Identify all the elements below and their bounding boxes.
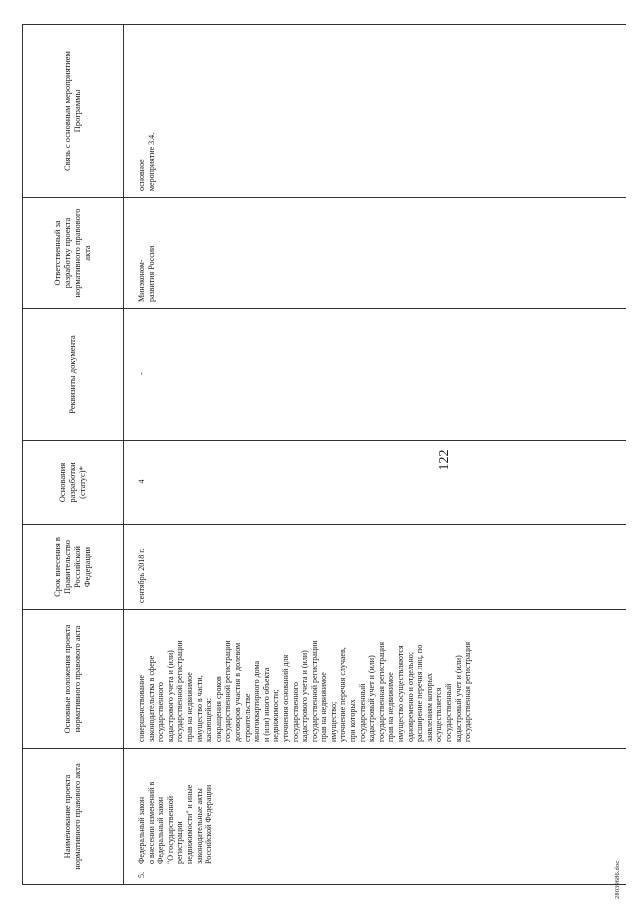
provisions-line: имущество осуществляются — [396, 645, 406, 742]
provisions-line: строительстве — [242, 693, 252, 742]
provisions-line: осуществляется — [434, 687, 444, 742]
provisions-line: кадастрового учета и (или) — [300, 650, 310, 742]
column-header: Ответственный за разработку проекта нормативного правового акта — [23, 198, 124, 309]
cell-responsible — [124, 198, 627, 309]
act-name-line: о внесении изменений в — [146, 781, 156, 864]
provisions-line: государственный — [444, 683, 453, 742]
act-name-line: "О государственной — [165, 795, 175, 864]
provisions-line: совершенствование — [137, 675, 146, 742]
provisions-line: сокращения сроков — [213, 676, 223, 742]
provisions-line: и (или) иного объекта — [261, 667, 271, 742]
provisions-line: государственной регистрации — [175, 640, 185, 742]
page-number: 122 — [437, 449, 452, 471]
act-name-line: Федеральный закон — [137, 796, 146, 864]
column-header: Основные положения проекта нормативного правового акта — [23, 610, 124, 749]
provisions-line: кадастровый учет и (или) — [367, 655, 377, 742]
deadline-value: сентябрь 2018 г. — [137, 548, 146, 603]
provisions-line: при которых — [348, 699, 358, 742]
provisions-line: многоквартирного дома — [252, 660, 262, 742]
provisions-line: недвижимости; — [271, 689, 281, 742]
provisions-line: кадастровый учет и (или) — [453, 655, 463, 742]
program-link-line: основное — [137, 159, 146, 191]
provisions-line: расширение перечня лиц, по — [415, 644, 425, 742]
provisions-line: одновременно и отдельно; — [405, 652, 415, 742]
provisions-line: государственная регистрация — [376, 641, 386, 742]
provisions-line: прав на недвижимое — [319, 672, 329, 742]
act-name — [137, 756, 214, 864]
provisions-line: имущество; — [328, 701, 338, 742]
provisions-line: законодательства в сфере — [146, 655, 156, 742]
provisions-line: государственной регистрации — [309, 640, 319, 742]
cell-provisions — [124, 610, 627, 749]
column-header: Связь с основным мероприятием Программы — [23, 25, 124, 198]
row-number: 5. — [137, 872, 146, 878]
provisions-line: прав на недвижимое — [386, 672, 396, 742]
column-header: Реквизиты документа — [23, 309, 124, 441]
act-name-line: Российской Федерации — [204, 784, 214, 864]
act-name-line: недвижимости" и иные — [184, 784, 194, 864]
requisites-value: - — [137, 372, 146, 375]
cell-requisites — [124, 309, 627, 441]
act-name-line: законодательные акты — [194, 788, 204, 864]
provisions-line: государственного — [290, 682, 300, 742]
table-header-row — [23, 25, 124, 885]
provisions-line: уточнение перечня случаев, — [338, 647, 348, 742]
provisions-line: государственный — [357, 683, 367, 742]
provisions-line: договоров участия в долевом — [232, 642, 242, 742]
act-name-line: регистрации — [175, 821, 185, 864]
provisions-line: прав на недвижимое — [184, 672, 194, 742]
program-link-line: мероприятие 3.4. — [146, 132, 156, 191]
column-header: Наименование проекта нормативного правового акта — [23, 749, 124, 885]
responsible-line: Минэконом- — [137, 259, 146, 302]
act-name-line: Федеральный закон — [156, 796, 166, 864]
provisions-line: государственная регистрация — [463, 641, 473, 742]
provisions-line: заявлениям которых — [424, 672, 434, 742]
cell-program-link — [124, 25, 627, 198]
responsible-line: развития России — [146, 245, 156, 302]
legislation-table — [22, 24, 626, 885]
cell-basis — [124, 441, 627, 525]
document-code: 28039686.doc — [614, 860, 621, 899]
provisions-line: касающейся: — [204, 698, 214, 742]
provisions-line: имущество в части, — [194, 675, 204, 742]
provisions-line: кадастрового учета и (или) — [165, 650, 175, 742]
basis-status: 4 — [137, 479, 146, 484]
cell-deadline — [124, 525, 627, 610]
column-header: Срок внесения в Правительство Российской Федерации — [23, 525, 124, 610]
table-row — [124, 25, 627, 885]
column-header: Основания разработки (статус)* — [23, 441, 124, 525]
cell-act-name — [124, 749, 627, 885]
provisions-line: государственной регистрации — [223, 640, 233, 742]
provisions-line: уточнения оснований для — [280, 654, 290, 742]
provisions-line: государственного — [156, 682, 166, 742]
